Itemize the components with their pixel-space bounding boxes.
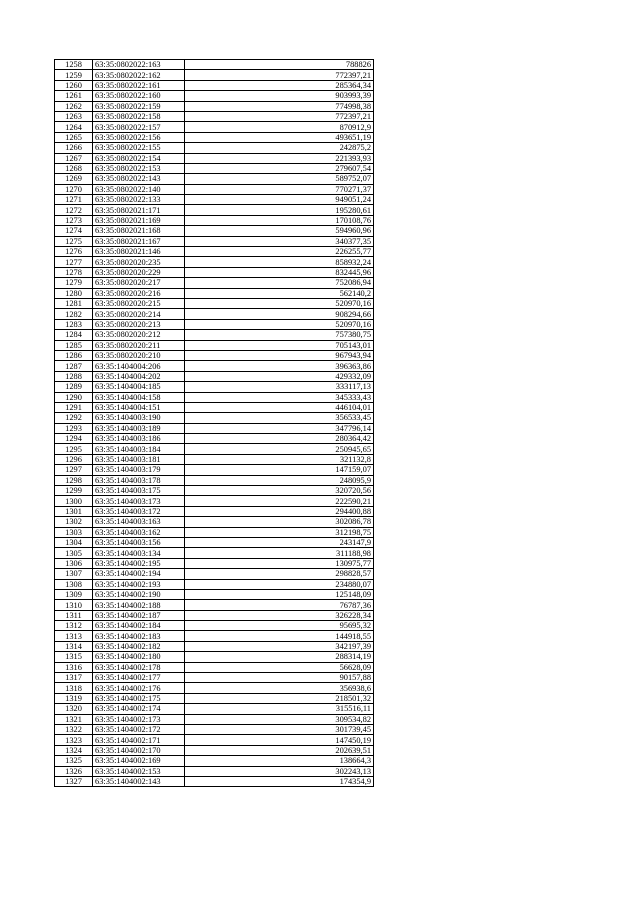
table-row: [55, 673, 374, 683]
row-number-cell: 1291: [55, 402, 93, 412]
row-number-cell: 1301: [55, 506, 93, 516]
table-row: [55, 195, 374, 205]
cadastral-number-cell: 63:35:0802022:156: [93, 132, 185, 142]
table-row: [55, 475, 374, 485]
cadastral-value-cell: 202639,51: [185, 745, 374, 755]
table-row: [55, 80, 374, 90]
table-row: [55, 153, 374, 163]
table-row: [55, 704, 374, 714]
row-number-cell: 1312: [55, 621, 93, 631]
table-row: [55, 215, 374, 225]
row-number-cell: 1289: [55, 382, 93, 392]
row-number-cell: 1272: [55, 205, 93, 215]
row-number-cell: 1276: [55, 247, 93, 257]
cadastral-value-cell: 770271,37: [185, 184, 374, 194]
row-number-cell: 1261: [55, 91, 93, 101]
cadastral-value-cell: 520970,16: [185, 319, 374, 329]
row-number-cell: 1325: [55, 756, 93, 766]
cadastral-value-cell: 774998,38: [185, 101, 374, 111]
row-number-cell: 1286: [55, 350, 93, 360]
cadastral-value-cell: 298828,57: [185, 569, 374, 579]
table-row: [55, 70, 374, 80]
row-number-cell: 1305: [55, 548, 93, 558]
table-row: [55, 486, 374, 496]
row-number-cell: 1314: [55, 641, 93, 651]
cadastral-number-cell: 63:35:0802021:146: [93, 247, 185, 257]
table-row: [55, 226, 374, 236]
cadastral-number-cell: 63:35:0802022:158: [93, 111, 185, 121]
cadastral-number-cell: 63:35:1404002:176: [93, 683, 185, 693]
cadastral-number-cell: 63:35:0802022:161: [93, 80, 185, 90]
cadastral-number-cell: 63:35:1404004:206: [93, 361, 185, 371]
table-row: [55, 714, 374, 724]
table-row: [55, 267, 374, 277]
cadastral-value-cell: 493651,19: [185, 132, 374, 142]
cadastral-number-cell: 63:35:1404002:169: [93, 756, 185, 766]
cadastral-value-cell: 903993,39: [185, 91, 374, 101]
row-number-cell: 1284: [55, 330, 93, 340]
cadastral-number-cell: 63:35:1404002:175: [93, 693, 185, 703]
table-row: [55, 257, 374, 267]
table-row: [55, 174, 374, 184]
cadastral-number-cell: 63:35:1404002:195: [93, 558, 185, 568]
cadastral-number-cell: 63:35:1404004:158: [93, 392, 185, 402]
cadastral-value-cell: 340377,35: [185, 236, 374, 246]
table-row: [55, 527, 374, 537]
cadastral-value-cell: 321132,8: [185, 454, 374, 464]
cadastral-value-cell: 302243,13: [185, 766, 374, 776]
table-row: [55, 330, 374, 340]
cadastral-number-cell: 63:35:1404002:184: [93, 621, 185, 631]
table-row: [55, 236, 374, 246]
table-row: [55, 361, 374, 371]
cadastral-number-cell: 63:35:0802020:210: [93, 350, 185, 360]
row-number-cell: 1308: [55, 579, 93, 589]
row-number-cell: 1288: [55, 371, 93, 381]
cadastral-value-cell: 347796,14: [185, 423, 374, 433]
row-number-cell: 1311: [55, 610, 93, 620]
table-row: [55, 548, 374, 558]
table-row: [55, 589, 374, 599]
row-number-cell: 1310: [55, 600, 93, 610]
cadastral-value-cell: 345333,43: [185, 392, 374, 402]
table-row: [55, 600, 374, 610]
row-number-cell: 1309: [55, 589, 93, 599]
row-number-cell: 1313: [55, 631, 93, 641]
row-number-cell: 1273: [55, 215, 93, 225]
cadastral-number-cell: 63:35:0802021:169: [93, 215, 185, 225]
cadastral-number-cell: 63:35:0802020:211: [93, 340, 185, 350]
row-number-cell: 1295: [55, 444, 93, 454]
table-row: [55, 579, 374, 589]
cadastral-value-cell: 320720,56: [185, 486, 374, 496]
table-row: [55, 247, 374, 257]
row-number-cell: 1259: [55, 70, 93, 80]
cadastral-value-cell: 90157,88: [185, 673, 374, 683]
cadastral-number-cell: 63:35:1404003:190: [93, 413, 185, 423]
row-number-cell: 1293: [55, 423, 93, 433]
cadastral-number-cell: 63:35:0802020:212: [93, 330, 185, 340]
cadastral-number-cell: 63:35:0802020:216: [93, 288, 185, 298]
row-number-cell: 1320: [55, 704, 93, 714]
cadastral-value-cell: 396363,86: [185, 361, 374, 371]
row-number-cell: 1262: [55, 101, 93, 111]
cadastral-number-cell: 63:35:1404003:156: [93, 537, 185, 547]
cadastral-value-cell: 226255,77: [185, 247, 374, 257]
cadastral-number-cell: 63:35:0802022:133: [93, 195, 185, 205]
cadastral-number-cell: 63:35:0802020:235: [93, 257, 185, 267]
cadastral-value-cell: 356938,6: [185, 683, 374, 693]
cadastral-value-cell: 967943,94: [185, 350, 374, 360]
row-number-cell: 1290: [55, 392, 93, 402]
cadastral-number-cell: 63:35:0802020:214: [93, 309, 185, 319]
cadastral-value-cell: 356533,45: [185, 413, 374, 423]
table-row: [55, 91, 374, 101]
cadastral-number-cell: 63:35:0802021:168: [93, 226, 185, 236]
cadastral-value-table: [54, 59, 374, 787]
table-row: [55, 662, 374, 672]
cadastral-value-cell: 870912,9: [185, 122, 374, 132]
cadastral-value-cell: 138664,3: [185, 756, 374, 766]
row-number-cell: 1315: [55, 652, 93, 662]
row-number-cell: 1324: [55, 745, 93, 755]
row-number-cell: 1287: [55, 361, 93, 371]
row-number-cell: 1274: [55, 226, 93, 236]
table-row: [55, 454, 374, 464]
row-number-cell: 1299: [55, 486, 93, 496]
cadastral-value-cell: 301739,45: [185, 725, 374, 735]
cadastral-number-cell: 63:35:1404002:183: [93, 631, 185, 641]
row-number-cell: 1279: [55, 278, 93, 288]
row-number-cell: 1297: [55, 465, 93, 475]
cadastral-number-cell: 63:35:1404003:184: [93, 444, 185, 454]
cadastral-value-cell: 342197,39: [185, 641, 374, 651]
table-row: [55, 517, 374, 527]
table-row: [55, 60, 374, 70]
cadastral-value-cell: 589752,07: [185, 174, 374, 184]
cadastral-value-cell: 772397,21: [185, 111, 374, 121]
table-row: [55, 371, 374, 381]
cadastral-value-cell: 76787,36: [185, 600, 374, 610]
cadastral-value-cell: 594960,96: [185, 226, 374, 236]
cadastral-value-cell: 288314,19: [185, 652, 374, 662]
table-row: [55, 735, 374, 745]
cadastral-number-cell: 63:35:1404002:143: [93, 776, 185, 786]
cadastral-number-cell: 63:35:1404002:188: [93, 600, 185, 610]
table-row: [55, 631, 374, 641]
cadastral-number-cell: 63:35:1404002:173: [93, 714, 185, 724]
cadastral-value-cell: 429332,09: [185, 371, 374, 381]
cadastral-number-cell: 63:35:1404002:180: [93, 652, 185, 662]
row-number-cell: 1316: [55, 662, 93, 672]
cadastral-number-cell: 63:35:1404002:153: [93, 766, 185, 776]
table-row: [55, 101, 374, 111]
table-row: [55, 610, 374, 620]
cadastral-number-cell: 63:35:1404002:194: [93, 569, 185, 579]
table-row: [55, 506, 374, 516]
cadastral-number-cell: 63:35:1404002:190: [93, 589, 185, 599]
row-number-cell: 1281: [55, 298, 93, 308]
table-row: [55, 132, 374, 142]
cadastral-number-cell: 63:35:0802022:163: [93, 60, 185, 70]
cadastral-number-cell: 63:35:1404002:174: [93, 704, 185, 714]
table-row: [55, 683, 374, 693]
cadastral-value-cell: 147450,19: [185, 735, 374, 745]
table-row: [55, 392, 374, 402]
row-number-cell: 1322: [55, 725, 93, 735]
table-row: [55, 652, 374, 662]
table-row: [55, 558, 374, 568]
row-number-cell: 1298: [55, 475, 93, 485]
table-row: [55, 382, 374, 392]
cadastral-value-cell: 234880,07: [185, 579, 374, 589]
table-row: [55, 766, 374, 776]
table-body: [55, 60, 374, 787]
row-number-cell: 1292: [55, 413, 93, 423]
cadastral-value-cell: 248095,9: [185, 475, 374, 485]
table-row: [55, 350, 374, 360]
table-row: [55, 402, 374, 412]
table-row: [55, 111, 374, 121]
cadastral-value-cell: 144918,55: [185, 631, 374, 641]
row-number-cell: 1269: [55, 174, 93, 184]
table-row: [55, 725, 374, 735]
cadastral-value-cell: 705143,01: [185, 340, 374, 350]
document-page: [54, 59, 374, 787]
cadastral-number-cell: 63:35:1404003:163: [93, 517, 185, 527]
cadastral-number-cell: 63:35:1404003:162: [93, 527, 185, 537]
cadastral-number-cell: 63:35:1404003:173: [93, 496, 185, 506]
cadastral-value-cell: 170108,76: [185, 215, 374, 225]
table-row: [55, 143, 374, 153]
table-row: [55, 298, 374, 308]
row-number-cell: 1280: [55, 288, 93, 298]
cadastral-number-cell: 63:35:0802021:167: [93, 236, 185, 246]
cadastral-value-cell: 56628,09: [185, 662, 374, 672]
cadastral-number-cell: 63:35:1404002:187: [93, 610, 185, 620]
cadastral-number-cell: 63:35:1404002:170: [93, 745, 185, 755]
cadastral-value-cell: 858932,24: [185, 257, 374, 267]
table-row: [55, 122, 374, 132]
cadastral-number-cell: 63:35:0802022:162: [93, 70, 185, 80]
row-number-cell: 1326: [55, 766, 93, 776]
cadastral-number-cell: 63:35:0802020:217: [93, 278, 185, 288]
cadastral-value-cell: 757380,75: [185, 330, 374, 340]
row-number-cell: 1300: [55, 496, 93, 506]
table-row: [55, 184, 374, 194]
cadastral-number-cell: 63:35:1404002:177: [93, 673, 185, 683]
cadastral-number-cell: 63:35:1404002:182: [93, 641, 185, 651]
row-number-cell: 1307: [55, 569, 93, 579]
row-number-cell: 1270: [55, 184, 93, 194]
row-number-cell: 1260: [55, 80, 93, 90]
cadastral-number-cell: 63:35:1404002:193: [93, 579, 185, 589]
cadastral-number-cell: 63:35:0802022:160: [93, 91, 185, 101]
row-number-cell: 1294: [55, 434, 93, 444]
row-number-cell: 1296: [55, 454, 93, 464]
row-number-cell: 1266: [55, 143, 93, 153]
cadastral-number-cell: 63:35:0802020:229: [93, 267, 185, 277]
cadastral-value-cell: 218501,32: [185, 693, 374, 703]
cadastral-number-cell: 63:35:0802022:154: [93, 153, 185, 163]
row-number-cell: 1265: [55, 132, 93, 142]
cadastral-value-cell: 125148,09: [185, 589, 374, 599]
cadastral-number-cell: 63:35:1404003:186: [93, 434, 185, 444]
row-number-cell: 1303: [55, 527, 93, 537]
cadastral-value-cell: 147159,07: [185, 465, 374, 475]
cadastral-number-cell: 63:35:0802021:171: [93, 205, 185, 215]
cadastral-value-cell: 949051,24: [185, 195, 374, 205]
cadastral-number-cell: 63:35:1404003:175: [93, 486, 185, 496]
row-number-cell: 1302: [55, 517, 93, 527]
cadastral-number-cell: 63:35:0802022:153: [93, 163, 185, 173]
cadastral-number-cell: 63:35:0802022:159: [93, 101, 185, 111]
cadastral-number-cell: 63:35:1404002:172: [93, 725, 185, 735]
cadastral-number-cell: 63:35:1404003:178: [93, 475, 185, 485]
row-number-cell: 1304: [55, 537, 93, 547]
cadastral-value-cell: 311188,98: [185, 548, 374, 558]
cadastral-value-cell: 772397,21: [185, 70, 374, 80]
row-number-cell: 1271: [55, 195, 93, 205]
cadastral-value-cell: 174354,9: [185, 776, 374, 786]
cadastral-number-cell: 63:35:1404003:179: [93, 465, 185, 475]
cadastral-value-cell: 130975,77: [185, 558, 374, 568]
cadastral-value-cell: 250945,65: [185, 444, 374, 454]
cadastral-value-cell: 221393,93: [185, 153, 374, 163]
cadastral-value-cell: 280364,42: [185, 434, 374, 444]
cadastral-number-cell: 63:35:1404004:202: [93, 371, 185, 381]
cadastral-value-cell: 222590,21: [185, 496, 374, 506]
table-row: [55, 288, 374, 298]
table-row: [55, 163, 374, 173]
row-number-cell: 1319: [55, 693, 93, 703]
cadastral-number-cell: 63:35:0802022:157: [93, 122, 185, 132]
row-number-cell: 1323: [55, 735, 93, 745]
cadastral-value-cell: 242875,2: [185, 143, 374, 153]
cadastral-value-cell: 95695,32: [185, 621, 374, 631]
row-number-cell: 1306: [55, 558, 93, 568]
cadastral-number-cell: 63:35:1404003:189: [93, 423, 185, 433]
table-row: [55, 413, 374, 423]
row-number-cell: 1268: [55, 163, 93, 173]
cadastral-value-cell: 279607,54: [185, 163, 374, 173]
cadastral-value-cell: 446104,01: [185, 402, 374, 412]
cadastral-number-cell: 63:35:1404004:151: [93, 402, 185, 412]
table-row: [55, 776, 374, 786]
table-row: [55, 434, 374, 444]
row-number-cell: 1264: [55, 122, 93, 132]
table-row: [55, 309, 374, 319]
cadastral-value-cell: 752086,94: [185, 278, 374, 288]
cadastral-number-cell: 63:35:1404004:185: [93, 382, 185, 392]
row-number-cell: 1327: [55, 776, 93, 786]
table-row: [55, 621, 374, 631]
cadastral-value-cell: 333117,13: [185, 382, 374, 392]
cadastral-value-cell: 315516,11: [185, 704, 374, 714]
table-row: [55, 745, 374, 755]
cadastral-value-cell: 309534,82: [185, 714, 374, 724]
row-number-cell: 1321: [55, 714, 93, 724]
cadastral-number-cell: 63:35:1404002:171: [93, 735, 185, 745]
cadastral-value-cell: 312198,75: [185, 527, 374, 537]
table-row: [55, 496, 374, 506]
cadastral-value-cell: 788826: [185, 60, 374, 70]
table-row: [55, 537, 374, 547]
cadastral-number-cell: 63:35:1404003:134: [93, 548, 185, 558]
row-number-cell: 1263: [55, 111, 93, 121]
row-number-cell: 1258: [55, 60, 93, 70]
cadastral-value-cell: 294400,88: [185, 506, 374, 516]
cadastral-value-cell: 302086,78: [185, 517, 374, 527]
cadastral-value-cell: 562140,2: [185, 288, 374, 298]
row-number-cell: 1275: [55, 236, 93, 246]
row-number-cell: 1282: [55, 309, 93, 319]
table-row: [55, 756, 374, 766]
cadastral-value-cell: 243147,9: [185, 537, 374, 547]
cadastral-value-cell: 326228,34: [185, 610, 374, 620]
table-row: [55, 278, 374, 288]
row-number-cell: 1267: [55, 153, 93, 163]
row-number-cell: 1277: [55, 257, 93, 267]
cadastral-number-cell: 63:35:0802022:143: [93, 174, 185, 184]
cadastral-value-cell: 285364,34: [185, 80, 374, 90]
table-row: [55, 641, 374, 651]
table-row: [55, 444, 374, 454]
cadastral-number-cell: 63:35:0802020:215: [93, 298, 185, 308]
cadastral-value-cell: 195280,61: [185, 205, 374, 215]
cadastral-number-cell: 63:35:0802020:213: [93, 319, 185, 329]
table-row: [55, 693, 374, 703]
cadastral-number-cell: 63:35:1404002:178: [93, 662, 185, 672]
table-row: [55, 340, 374, 350]
table-row: [55, 569, 374, 579]
row-number-cell: 1278: [55, 267, 93, 277]
row-number-cell: 1318: [55, 683, 93, 693]
cadastral-number-cell: 63:35:0802022:140: [93, 184, 185, 194]
table-row: [55, 465, 374, 475]
cadastral-number-cell: 63:35:0802022:155: [93, 143, 185, 153]
row-number-cell: 1317: [55, 673, 93, 683]
cadastral-number-cell: 63:35:1404003:172: [93, 506, 185, 516]
cadastral-value-cell: 832445,96: [185, 267, 374, 277]
table-row: [55, 205, 374, 215]
cadastral-value-cell: 520970,16: [185, 298, 374, 308]
cadastral-number-cell: 63:35:1404003:181: [93, 454, 185, 464]
row-number-cell: 1285: [55, 340, 93, 350]
table-row: [55, 423, 374, 433]
cadastral-value-cell: 908294,66: [185, 309, 374, 319]
row-number-cell: 1283: [55, 319, 93, 329]
table-row: [55, 319, 374, 329]
